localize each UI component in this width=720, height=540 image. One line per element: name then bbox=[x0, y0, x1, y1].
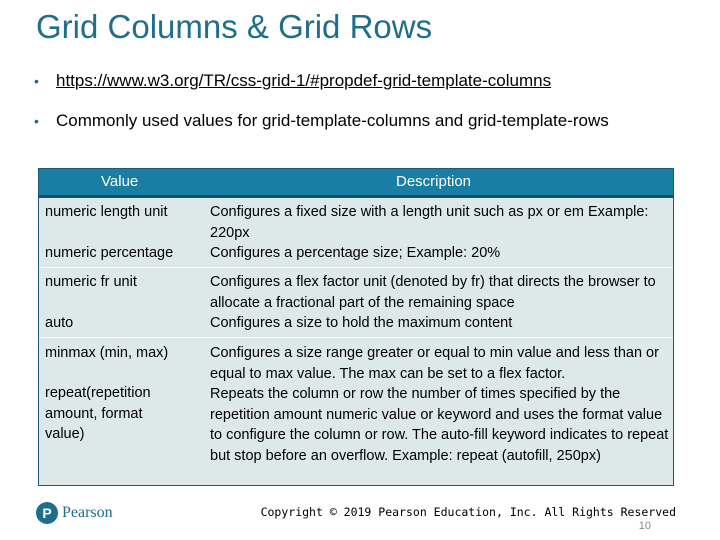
table-header bbox=[39, 169, 673, 198]
bullet-dot-icon: • bbox=[34, 113, 39, 129]
header-value: Value bbox=[101, 173, 139, 190]
pearson-logo-icon: P bbox=[36, 502, 58, 524]
table-cell-value: repeat(repetition amount, format value) bbox=[45, 385, 151, 442]
table-cell-description: Configures a percentage size; Example: 20% bbox=[210, 245, 501, 261]
page-number: 10 bbox=[638, 520, 651, 532]
table-cell-value: numeric fr unit bbox=[45, 274, 137, 290]
row-divider bbox=[39, 337, 673, 338]
pearson-logo-text: Pearson bbox=[62, 504, 113, 521]
table-cell-value: minmax (min, max) bbox=[45, 345, 169, 361]
pearson-logo bbox=[36, 502, 113, 524]
bullet-link[interactable] bbox=[34, 70, 674, 92]
header-description: Description bbox=[396, 173, 472, 190]
table-cell-description: Repeats the column or row the number of times specified by the repetition amount numeric value or keyword and uses the format value to configure the column or row. The auto-fill keyword indicates to repeat but stop before an overflow. Example: repeat (autofill, 250px) bbox=[210, 386, 669, 464]
bullet-dot-icon: • bbox=[34, 73, 39, 89]
values-table bbox=[38, 168, 674, 486]
bullet-text bbox=[34, 110, 684, 132]
w3c-link[interactable]: https://www.w3.org/TR/css-grid-1/#propdef-grid-template-columns bbox=[56, 71, 552, 90]
table-cell-description: Configures a fixed size with a length unit such as px or em Example: 220px bbox=[210, 204, 649, 241]
slide-title: Grid Columns & Grid Rows bbox=[36, 8, 433, 45]
table-cell-description: Configures a size to hold the maximum content bbox=[210, 315, 513, 331]
table-cell-value: auto bbox=[45, 315, 74, 331]
table-cell-value: numeric length unit bbox=[45, 204, 168, 220]
row-divider bbox=[39, 267, 673, 268]
table-cell-description: Configures a size range greater or equal to min value and less than or equal to max value. The max can be set to a flex factor. bbox=[210, 345, 659, 382]
table-cell-value: numeric percentage bbox=[45, 245, 174, 261]
copyright-notice: Copyright © 2019 Pearson Education, Inc. All Rights Reserved bbox=[260, 505, 676, 519]
bullet-text-content: Commonly used values for grid-template-columns and grid-template-rows bbox=[56, 111, 609, 130]
table-cell-description: Configures a flex factor unit (denoted by fr) that directs the browser to allocate a fractional part of the remaining space bbox=[210, 274, 656, 311]
